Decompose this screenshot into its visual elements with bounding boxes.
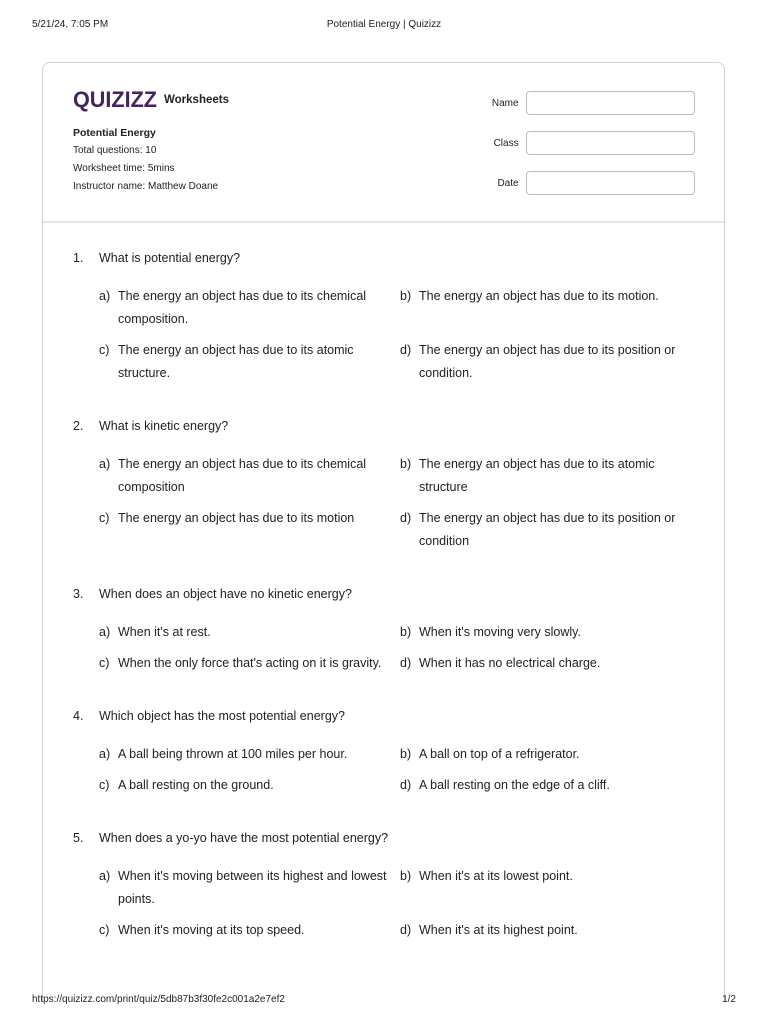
option-letter: a): [99, 289, 111, 303]
option-c: [99, 919, 400, 942]
class-field[interactable]: [526, 131, 695, 155]
option-d: [400, 339, 700, 385]
question-heading: [73, 249, 703, 267]
option-b: [400, 285, 700, 331]
worksheet-time: Worksheet time: 5mins: [73, 163, 175, 174]
option-text: The energy an object has due to its atomic structure: [419, 457, 655, 494]
date-field[interactable]: [526, 171, 695, 195]
answer-options: [99, 865, 703, 942]
option-letter: a): [99, 747, 111, 761]
question-3: [73, 585, 703, 675]
option-text: When it's at rest.: [118, 625, 211, 639]
option-text: The energy an object has due to its atomic structure.: [118, 343, 354, 380]
option-a: [99, 453, 400, 499]
option-text: A ball resting on the ground.: [118, 778, 274, 792]
question-text: When does an object have no kinetic energy?: [99, 587, 352, 601]
option-text: When it's moving very slowly.: [419, 625, 581, 639]
question-heading: [73, 585, 703, 603]
option-c: [99, 774, 400, 797]
option-a: [99, 865, 400, 911]
option-letter: d): [400, 511, 412, 525]
name-label: Name: [491, 97, 519, 109]
class-label: Class: [493, 137, 519, 149]
question-text: When does a yo-yo have the most potential energy?: [99, 831, 389, 845]
option-c: [99, 507, 400, 553]
option-letter: b): [400, 457, 412, 471]
option-letter: c): [99, 343, 110, 357]
option-text: A ball being thrown at 100 miles per hour.: [118, 747, 348, 761]
option-b: [400, 865, 700, 911]
print-page-number: 1/2: [722, 994, 736, 1005]
name-field-row: [473, 91, 695, 115]
option-letter: d): [400, 778, 412, 792]
option-letter: d): [400, 656, 412, 670]
question-text: What is potential energy?: [99, 251, 241, 265]
option-b: [400, 621, 700, 644]
option-letter: b): [400, 625, 412, 639]
option-d: [400, 774, 700, 797]
option-c: [99, 339, 400, 385]
question-list: [73, 249, 703, 974]
question-4: [73, 707, 703, 797]
quizizz-logo: [73, 86, 157, 112]
option-text: A ball on top of a refrigerator.: [419, 747, 580, 761]
option-letter: b): [400, 869, 412, 883]
option-a: [99, 621, 400, 644]
option-text: When it's at its highest point.: [419, 923, 578, 937]
worksheet-header: [43, 63, 724, 223]
option-text: When it's at its lowest point.: [419, 869, 573, 883]
option-a: [99, 743, 400, 766]
student-fields: [473, 91, 695, 211]
date-field-row: [473, 171, 695, 195]
option-letter: a): [99, 457, 111, 471]
option-letter: b): [400, 747, 412, 761]
question-heading: [73, 417, 703, 435]
option-b: [400, 743, 700, 766]
option-a: [99, 285, 400, 331]
option-text: When it's moving at its top speed.: [118, 923, 305, 937]
answer-options: [99, 621, 703, 675]
option-c: [99, 652, 400, 675]
question-number: 3.: [73, 587, 84, 601]
option-letter: d): [400, 343, 412, 357]
option-letter: c): [99, 778, 110, 792]
option-text: The energy an object has due to its position or condition.: [419, 343, 676, 380]
option-text: When the only force that's acting on it is gravity.: [118, 656, 382, 670]
question-number: 1.: [73, 251, 84, 265]
option-b: [400, 453, 700, 499]
instructor-name: Instructor name: Matthew Doane: [73, 181, 219, 192]
print-datetime: 5/21/24, 7:05 PM: [32, 19, 109, 30]
print-footer: [32, 994, 736, 1008]
question-2: [73, 417, 703, 553]
option-d: [400, 652, 700, 675]
option-text: The energy an object has due to its position or condition: [419, 511, 676, 548]
option-letter: c): [99, 511, 110, 525]
question-heading: [73, 829, 703, 847]
option-letter: a): [99, 869, 111, 883]
answer-options: [99, 743, 703, 797]
class-field-row: [473, 131, 695, 155]
option-text: When it has no electrical charge.: [419, 656, 601, 670]
worksheet-title: Potential Energy: [73, 127, 156, 139]
name-field[interactable]: [526, 91, 695, 115]
question-number: 5.: [73, 831, 84, 845]
option-letter: b): [400, 289, 412, 303]
question-number: 2.: [73, 419, 84, 433]
question-heading: [73, 707, 703, 725]
option-text: A ball resting on the edge of a cliff.: [419, 778, 610, 792]
worksheet: [42, 62, 725, 1002]
option-text: The energy an object has due to its motion: [118, 511, 355, 525]
total-questions: Total questions: 10: [73, 145, 157, 156]
option-text: When it's moving between its highest and lowest points.: [118, 869, 387, 906]
brand: [73, 85, 229, 113]
question-1: [73, 249, 703, 385]
question-5: [73, 829, 703, 942]
option-letter: a): [99, 625, 111, 639]
option-text: The energy an object has due to its chemical composition: [118, 457, 367, 494]
logo-subtitle: Worksheets: [164, 93, 229, 106]
print-header: [32, 19, 736, 33]
option-letter: c): [99, 656, 110, 670]
option-d: [400, 919, 700, 942]
question-text: What is kinetic energy?: [99, 419, 229, 433]
answer-options: [99, 285, 703, 385]
print-url: https://quizizz.com/print/quiz/5db87b3f30fe2c001a2e7ef2: [32, 994, 285, 1005]
date-label: Date: [497, 177, 519, 189]
print-page-title: Potential Energy | Quizizz: [326, 19, 442, 30]
option-letter: d): [400, 923, 412, 937]
worksheet-meta: [73, 127, 218, 199]
option-d: [400, 507, 700, 553]
answer-options: [99, 453, 703, 553]
option-letter: c): [99, 923, 110, 937]
svg-text:QUIZIZZ: QUIZIZZ: [73, 87, 157, 112]
option-text: The energy an object has due to its chemical composition.: [118, 289, 367, 326]
option-text: The energy an object has due to its motion.: [419, 289, 659, 303]
question-text: Which object has the most potential energy?: [99, 709, 345, 723]
question-number: 4.: [73, 709, 84, 723]
